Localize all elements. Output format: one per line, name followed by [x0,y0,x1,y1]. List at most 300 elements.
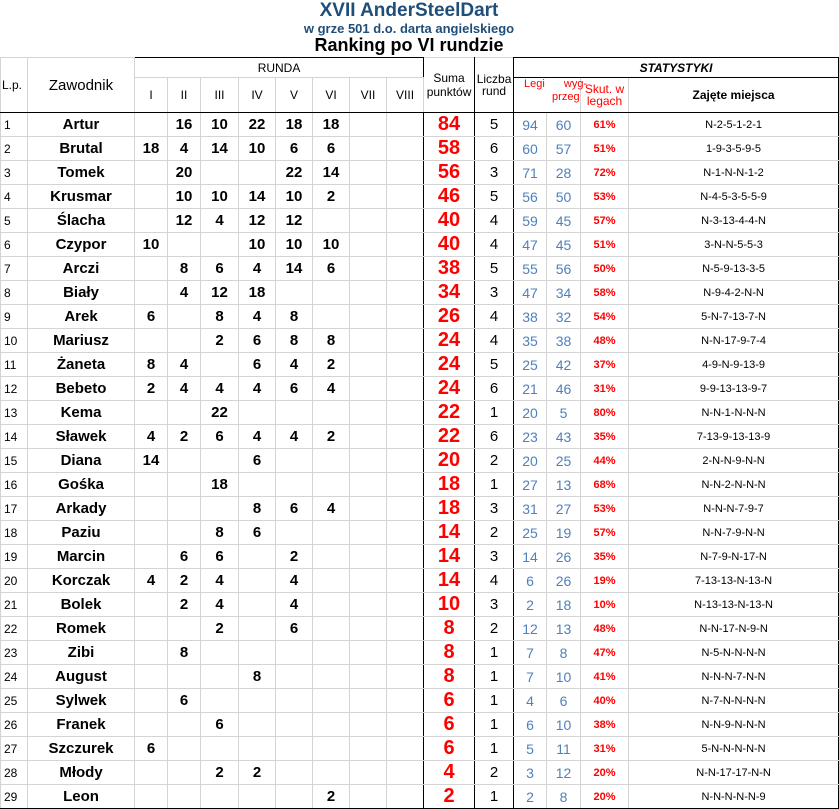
table-row [1,281,839,305]
round-4-points: 8 [239,665,276,689]
round-7-points [350,401,387,425]
row-lp: 26 [1,713,28,737]
round-3-points: 6 [201,713,239,737]
legs-efficiency: 20% [581,761,629,785]
legs-won: 56 [514,185,547,209]
legs-won: 25 [514,521,547,545]
round-8-points [387,521,424,545]
player-name: Arek [28,305,135,329]
round-3-points: 18 [201,473,239,497]
round-7-points [350,617,387,641]
round-7-points [350,713,387,737]
places-taken: N-9-4-2-N-N [629,281,839,305]
legs-efficiency: 48% [581,329,629,353]
places-taken: N-N-1-N-N-N [629,401,839,425]
rounds-count: 5 [475,113,514,137]
round-1-points: 4 [135,569,168,593]
round-8-points [387,257,424,281]
round-5-points: 6 [276,617,313,641]
round-8-points [387,713,424,737]
round-1-points [135,113,168,137]
round-6-points: 2 [313,425,350,449]
round-5-points: 6 [276,137,313,161]
legs-lost: 46 [547,377,581,401]
legs-efficiency: 50% [581,257,629,281]
header-legi [514,78,588,113]
round-1-points [135,257,168,281]
round-7-points [350,137,387,161]
rounds-count: 1 [475,689,514,713]
legs-efficiency: 68% [581,473,629,497]
round-2-points [168,233,201,257]
total-points: 2 [424,785,475,809]
round-1-points [135,689,168,713]
round-7-points [350,665,387,689]
table-row [1,137,839,161]
row-lp: 18 [1,521,28,545]
round-5-points: 8 [276,329,313,353]
round-6-points: 6 [313,137,350,161]
total-points: 24 [424,329,475,353]
round-5-points: 22 [276,161,313,185]
ranking-table [0,57,839,809]
player-name: Franek [28,713,135,737]
places-taken: N-N-7-9-N-N [629,521,839,545]
row-lp: 5 [1,209,28,233]
round-1-points: 14 [135,449,168,473]
legs-won: 71 [514,161,547,185]
round-6-points: 10 [313,233,350,257]
round-3-points: 14 [201,137,239,161]
player-name: Czypor [28,233,135,257]
round-5-points: 8 [276,305,313,329]
player-name: Sylwek [28,689,135,713]
round-4-points: 10 [239,137,276,161]
round-5-points [276,665,313,689]
round-6-points: 2 [313,785,350,809]
legs-lost: 26 [547,569,581,593]
round-6-points [313,473,350,497]
round-5-points [276,689,313,713]
places-taken: 4-9-N-9-13-9 [629,353,839,377]
places-taken: N-2-5-1-2-1 [629,113,839,137]
legs-lost: 10 [547,665,581,689]
header-round-6: VI [313,78,350,113]
round-5-points: 10 [276,233,313,257]
round-8-points [387,209,424,233]
row-lp: 11 [1,353,28,377]
round-3-points: 6 [201,425,239,449]
legs-won: 55 [514,257,547,281]
round-4-points: 6 [239,353,276,377]
legs-won: 94 [514,113,547,137]
rounds-count: 1 [475,737,514,761]
total-points: 84 [424,113,475,137]
round-2-points [168,713,201,737]
legs-won: 7 [514,641,547,665]
player-name: Brutal [28,137,135,161]
row-lp: 1 [1,113,28,137]
legs-won: 2 [514,593,547,617]
round-1-points [135,665,168,689]
header-round-4: IV [239,78,276,113]
rounds-count: 3 [475,545,514,569]
rounds-count: 1 [475,641,514,665]
places-taken: N-4-5-3-5-5-9 [629,185,839,209]
row-lp: 3 [1,161,28,185]
round-4-points [239,713,276,737]
round-6-points: 8 [313,329,350,353]
header-zawodnik: Zawodnik [28,58,135,113]
round-7-points [350,329,387,353]
round-1-points [135,713,168,737]
player-name: Żaneta [28,353,135,377]
round-5-points [276,473,313,497]
places-taken: 3-N-N-5-5-3 [629,233,839,257]
legs-won: 5 [514,737,547,761]
round-2-points: 2 [168,593,201,617]
legs-won: 47 [514,233,547,257]
legs-efficiency: 57% [581,521,629,545]
player-name: Paziu [28,521,135,545]
total-points: 34 [424,281,475,305]
round-4-points: 8 [239,497,276,521]
player-name: Arczi [28,257,135,281]
round-4-points [239,785,276,809]
round-6-points [313,209,350,233]
round-6-points: 18 [313,113,350,137]
player-name: Młody [28,761,135,785]
places-taken: 9-9-13-13-9-7 [629,377,839,401]
round-2-points [168,665,201,689]
round-6-points [313,545,350,569]
round-8-points [387,737,424,761]
round-2-points [168,305,201,329]
total-points: 10 [424,593,475,617]
title-block [0,0,818,57]
legs-won: 23 [514,425,547,449]
legs-won: 21 [514,377,547,401]
round-3-points: 4 [201,377,239,401]
header-przeg-label: przeg [552,91,580,103]
round-1-points [135,185,168,209]
header-skut: Skut. w legach [581,78,629,113]
legs-efficiency: 47% [581,641,629,665]
round-4-points [239,545,276,569]
player-name: Leon [28,785,135,809]
round-3-points: 6 [201,257,239,281]
rounds-count: 6 [475,377,514,401]
legs-won: 38 [514,305,547,329]
round-2-points [168,497,201,521]
round-2-points: 16 [168,113,201,137]
round-2-points [168,401,201,425]
row-lp: 20 [1,569,28,593]
round-6-points: 4 [313,377,350,401]
row-lp: 7 [1,257,28,281]
round-7-points [350,497,387,521]
round-3-points: 4 [201,209,239,233]
round-8-points [387,377,424,401]
round-5-points: 4 [276,353,313,377]
legs-efficiency: 37% [581,353,629,377]
places-taken: N-7-9-N-17-N [629,545,839,569]
row-lp: 8 [1,281,28,305]
legs-lost: 25 [547,449,581,473]
table-row [1,713,839,737]
legs-won: 3 [514,761,547,785]
round-6-points [313,641,350,665]
round-3-points: 2 [201,761,239,785]
round-8-points [387,305,424,329]
legs-lost: 45 [547,209,581,233]
legs-won: 2 [514,785,547,809]
legs-lost: 27 [547,497,581,521]
header-round-1: I [135,78,168,113]
legs-lost: 57 [547,137,581,161]
row-lp: 23 [1,641,28,665]
legs-won: 59 [514,209,547,233]
round-1-points: 10 [135,233,168,257]
round-7-points [350,545,387,569]
rounds-count: 5 [475,353,514,377]
round-7-points [350,305,387,329]
player-name: Kema [28,401,135,425]
rounds-count: 5 [475,185,514,209]
row-lp: 29 [1,785,28,809]
round-4-points [239,473,276,497]
legs-efficiency: 58% [581,281,629,305]
round-2-points [168,785,201,809]
legs-efficiency: 20% [581,785,629,809]
player-name: Bebeto [28,377,135,401]
total-points: 22 [424,401,475,425]
round-8-points [387,641,424,665]
round-1-points [135,473,168,497]
round-1-points: 6 [135,737,168,761]
round-5-points: 6 [276,377,313,401]
total-points: 14 [424,569,475,593]
round-3-points [201,233,239,257]
legs-lost: 50 [547,185,581,209]
row-lp: 15 [1,449,28,473]
row-lp: 16 [1,473,28,497]
total-points: 8 [424,617,475,641]
table-row [1,305,839,329]
round-1-points [135,545,168,569]
round-5-points [276,737,313,761]
legs-lost: 8 [547,785,581,809]
legs-lost: 5 [547,401,581,425]
legs-lost: 19 [547,521,581,545]
rounds-count: 3 [475,593,514,617]
round-2-points: 20 [168,161,201,185]
round-4-points: 4 [239,257,276,281]
rounds-count: 3 [475,281,514,305]
legs-efficiency: 10% [581,593,629,617]
round-5-points [276,449,313,473]
places-taken: 5-N-7-13-7-N [629,305,839,329]
round-4-points: 6 [239,449,276,473]
round-5-points: 4 [276,593,313,617]
table-row [1,617,839,641]
round-8-points [387,665,424,689]
rounds-count: 4 [475,209,514,233]
player-name: Marcin [28,545,135,569]
rounds-count: 6 [475,137,514,161]
total-points: 8 [424,641,475,665]
rounds-count: 2 [475,761,514,785]
legs-lost: 11 [547,737,581,761]
round-5-points: 2 [276,545,313,569]
table-row [1,329,839,353]
player-name: Korczak [28,569,135,593]
legs-lost: 10 [547,713,581,737]
round-8-points [387,185,424,209]
sheet-title: XVII AnderSteelDart [319,0,499,21]
legs-efficiency: 48% [581,617,629,641]
rounds-count: 3 [475,161,514,185]
round-7-points [350,161,387,185]
rounds-count: 4 [475,329,514,353]
legs-lost: 32 [547,305,581,329]
legs-efficiency: 57% [581,209,629,233]
round-6-points: 14 [313,161,350,185]
legs-won: 4 [514,689,547,713]
round-6-points [313,713,350,737]
round-4-points: 2 [239,761,276,785]
round-4-points [239,641,276,665]
round-6-points [313,449,350,473]
round-3-points: 8 [201,521,239,545]
round-3-points [201,665,239,689]
legs-efficiency: 38% [581,713,629,737]
round-6-points [313,761,350,785]
rounds-count: 2 [475,617,514,641]
round-6-points [313,689,350,713]
row-lp: 4 [1,185,28,209]
round-8-points [387,545,424,569]
row-lp: 19 [1,545,28,569]
round-8-points [387,449,424,473]
total-points: 4 [424,761,475,785]
table-row [1,233,839,257]
legs-won: 14 [514,545,547,569]
legs-lost: 60 [547,113,581,137]
round-4-points: 4 [239,305,276,329]
round-6-points [313,737,350,761]
table-row [1,209,839,233]
player-name: Biały [28,281,135,305]
row-lp: 9 [1,305,28,329]
round-2-points [168,449,201,473]
round-7-points [350,569,387,593]
player-name: Diana [28,449,135,473]
total-points: 40 [424,209,475,233]
round-4-points [239,617,276,641]
round-1-points [135,641,168,665]
player-name: Sławek [28,425,135,449]
legs-won: 6 [514,569,547,593]
total-points: 18 [424,497,475,521]
round-6-points: 2 [313,353,350,377]
round-3-points: 12 [201,281,239,305]
total-points: 18 [424,473,475,497]
round-4-points [239,689,276,713]
round-7-points [350,521,387,545]
row-lp: 28 [1,761,28,785]
round-2-points: 2 [168,569,201,593]
places-taken: N-5-N-N-N-N [629,641,839,665]
round-8-points [387,401,424,425]
round-5-points [276,401,313,425]
round-5-points [276,281,313,305]
round-3-points: 2 [201,329,239,353]
round-5-points: 4 [276,425,313,449]
legs-lost: 6 [547,689,581,713]
table-row [1,785,839,809]
round-7-points [350,353,387,377]
round-7-points [350,641,387,665]
total-points: 58 [424,137,475,161]
round-5-points [276,785,313,809]
header-wyg-label: wyg- [563,78,588,90]
legs-lost: 8 [547,641,581,665]
round-4-points: 4 [239,425,276,449]
round-5-points: 10 [276,185,313,209]
round-1-points: 18 [135,137,168,161]
round-7-points [350,593,387,617]
round-2-points: 8 [168,641,201,665]
places-taken: N-7-N-N-N-N [629,689,839,713]
round-2-points [168,761,201,785]
legs-won: 47 [514,281,547,305]
round-4-points: 4 [239,377,276,401]
legs-won: 6 [514,713,547,737]
header-legi-label: Legi [524,78,545,90]
round-1-points [135,497,168,521]
places-taken: 2-N-N-9-N-N [629,449,839,473]
player-name: Krusmar [28,185,135,209]
round-7-points [350,377,387,401]
round-4-points [239,401,276,425]
round-7-points [350,761,387,785]
round-7-points [350,113,387,137]
player-name: Ślacha [28,209,135,233]
header-runda: RUNDA [135,58,424,78]
round-3-points [201,161,239,185]
round-5-points [276,713,313,737]
rounds-count: 4 [475,305,514,329]
total-points: 6 [424,689,475,713]
round-6-points [313,281,350,305]
row-lp: 25 [1,689,28,713]
round-4-points: 10 [239,233,276,257]
legs-lost: 56 [547,257,581,281]
legs-efficiency: 51% [581,233,629,257]
round-3-points [201,641,239,665]
round-8-points [387,137,424,161]
round-7-points [350,689,387,713]
round-2-points: 8 [168,257,201,281]
round-2-points: 4 [168,137,201,161]
places-taken: 5-N-N-N-N-N [629,737,839,761]
round-3-points: 4 [201,569,239,593]
round-8-points [387,329,424,353]
legs-efficiency: 54% [581,305,629,329]
header-round-3: III [201,78,239,113]
places-taken: N-N-9-N-N-N [629,713,839,737]
